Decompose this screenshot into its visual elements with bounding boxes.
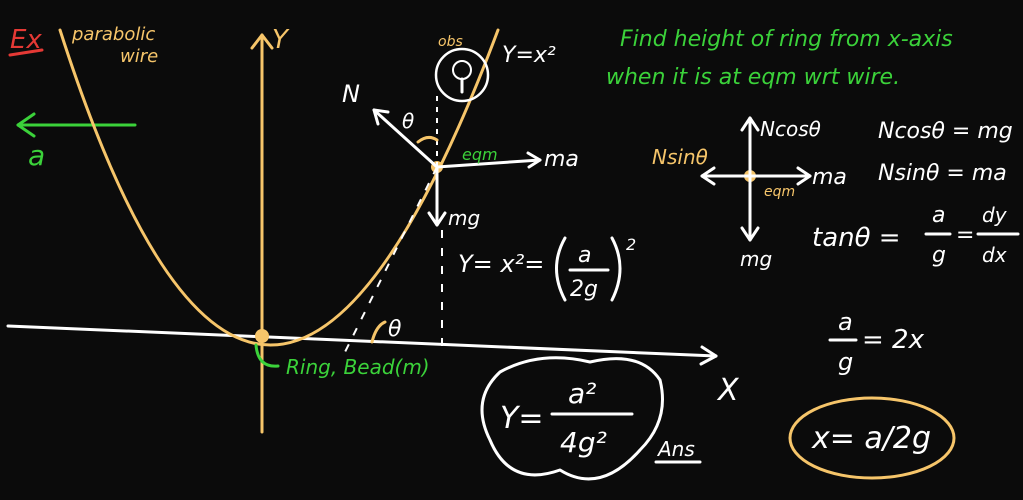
tan-lhs: tanθ = bbox=[812, 223, 901, 253]
ratio-a: a bbox=[838, 308, 853, 336]
ratio-rhs: = 2x bbox=[862, 325, 924, 355]
tan-dy: dy bbox=[982, 203, 1007, 227]
bead-at-origin bbox=[255, 329, 269, 343]
fbd-nsin-label: Nsinθ bbox=[652, 145, 708, 169]
fbd-mg-label: mg bbox=[740, 247, 773, 271]
ring-pointer bbox=[256, 345, 278, 366]
eqm-label: eqm bbox=[462, 145, 498, 164]
tan-equals: = bbox=[956, 223, 975, 248]
ex-label: Ex bbox=[10, 25, 42, 55]
theta-arc-top bbox=[418, 137, 437, 142]
exponent-2: 2 bbox=[626, 235, 637, 254]
wire-label: wire bbox=[120, 46, 159, 67]
theta-arc-bottom bbox=[372, 322, 385, 342]
ma-label: ma bbox=[544, 147, 579, 172]
ratio-g: g bbox=[838, 348, 854, 376]
frac-2g: 2g bbox=[570, 277, 598, 302]
parabolic-label: parabolic bbox=[72, 24, 156, 45]
accel-label: a bbox=[28, 139, 46, 172]
ans-label: Ans bbox=[658, 437, 695, 461]
obs-label: obs bbox=[438, 34, 463, 50]
height-equation: Y= x²= bbox=[458, 250, 545, 278]
answer-y: Y= bbox=[500, 401, 544, 436]
eq-nsin: Nsinθ = ma bbox=[878, 161, 1007, 186]
tan-a: a bbox=[932, 203, 946, 228]
x-result: x= a/2g bbox=[812, 421, 932, 456]
answer-numerator: a² bbox=[568, 377, 597, 410]
normal-force-label: N bbox=[342, 80, 360, 108]
problem-line-2: when it is at eqm wrt wire. bbox=[606, 65, 901, 90]
answer-denominator: 4g² bbox=[560, 426, 607, 459]
y-axis-label: Y bbox=[272, 25, 288, 55]
ring-bead-label: Ring, Bead(m) bbox=[286, 355, 430, 379]
x-axis bbox=[8, 326, 716, 356]
frac-a: a bbox=[578, 243, 592, 268]
observer-icon bbox=[453, 61, 471, 79]
curve-equation: Y=x² bbox=[502, 43, 556, 68]
fbd-ncos-label: Ncosθ bbox=[760, 117, 821, 141]
theta-label-top: θ bbox=[402, 109, 415, 133]
x-axis-label: X bbox=[718, 373, 739, 408]
fbd-ma-label: ma bbox=[812, 165, 847, 190]
theta-label-bottom: θ bbox=[388, 317, 402, 342]
problem-line-1: Find height of ring from x-axis bbox=[620, 27, 953, 52]
eq-ncos: Ncosθ = mg bbox=[878, 119, 1013, 144]
fbd-eqm-label: eqm bbox=[764, 184, 796, 200]
parabolic-wire bbox=[60, 30, 498, 345]
paren-right bbox=[612, 238, 620, 300]
tan-dx: dx bbox=[982, 243, 1007, 267]
paren-left bbox=[557, 238, 566, 300]
tan-g: g bbox=[932, 243, 946, 268]
mg-label: mg bbox=[448, 206, 481, 230]
